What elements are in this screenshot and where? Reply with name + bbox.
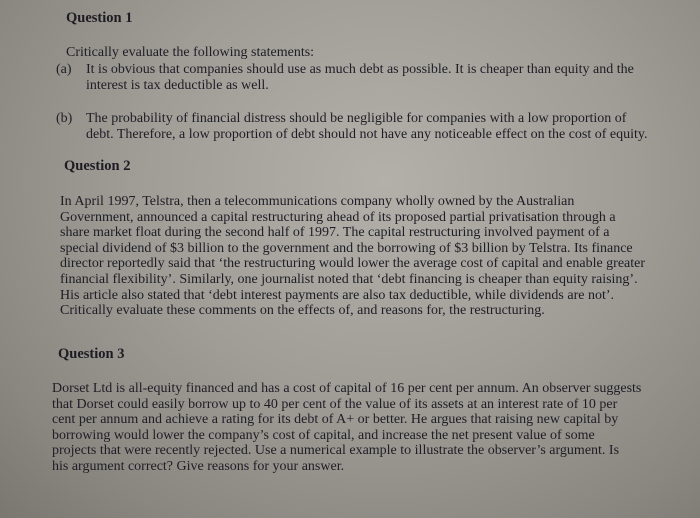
item-b-line-2: debt. Therefore, a low proportion of debt should not have any noticeable effect on the cost of equity. bbox=[86, 126, 648, 142]
question-3-body bbox=[52, 381, 682, 475]
q2-line-1: In April 1997, Telstra, then a telecommunications company wholly owned by the Australian bbox=[60, 194, 575, 209]
q3-line-1: Dorset Ltd is all-equity financed and has a cost of capital of 16 per cent per annum. An observer suggests bbox=[52, 381, 642, 396]
question-1-intro-text: Critically evaluate the following statements: bbox=[66, 45, 315, 60]
item-a-line-2: interest is tax deductible as well. bbox=[86, 77, 269, 93]
question-1-item-a bbox=[56, 62, 676, 93]
item-b-line-1: The probability of financial distress should be negligible for companies with a low proportion of bbox=[86, 111, 627, 126]
q2-line-5: director reportedly said that ‘the restructuring would lower the average cost of capital and enable greater bbox=[60, 256, 646, 272]
q2-line-2: Government, announced a capital restructuring ahead of its proposed partial privatisation through a bbox=[60, 209, 616, 225]
item-a-line-1: It is obvious that companies should use as much debt as possible. It is cheaper than equity and the bbox=[86, 62, 634, 77]
item-a-marker: (a) bbox=[56, 62, 72, 77]
question-3-heading: Question 3 bbox=[58, 346, 125, 362]
q3-line-3: cent per annum and achieve a rating for its debt of A+ or better. He argues that raising new capital by bbox=[52, 412, 619, 428]
question-1-intro bbox=[66, 45, 676, 61]
q2-line-7: His article also stated that ‘debt interest payments are also tax deductible, while dividends are not’. bbox=[60, 287, 614, 303]
q2-line-6: financial flexibility’. Similarly, one journalist noted that ‘debt financing is cheaper than equity raising’. bbox=[60, 271, 638, 287]
question-1-heading: Question 1 bbox=[66, 10, 133, 26]
q2-line-4: special dividend of $3 billion to the government and the borrowing of $3 billion by Telstra. Its finance bbox=[60, 240, 633, 256]
q2-line-3: share market float during the second half of 1997. The capital restructuring involved payment of a bbox=[60, 225, 610, 241]
q3-line-2: that Dorset could easily borrow up to 40 per cent of the value of its assets at an interest rate of 10 per bbox=[52, 396, 618, 412]
item-b-marker: (b) bbox=[56, 111, 73, 126]
q3-line-4: borrowing would lower the company’s cost of capital, and increase the net present value of some bbox=[52, 427, 595, 443]
q3-line-6: his argument correct? Give reasons for your answer. bbox=[52, 458, 345, 474]
question-2-body bbox=[60, 194, 680, 319]
question-1-item-b bbox=[56, 111, 676, 142]
question-2-heading: Question 2 bbox=[64, 158, 131, 174]
q2-line-8: Critically evaluate these comments on the effects of, and reasons for, the restructuring. bbox=[60, 303, 545, 319]
q3-line-5: projects that were recently rejected. Use a numerical example to illustrate the observer’s argument. Is bbox=[52, 443, 620, 459]
